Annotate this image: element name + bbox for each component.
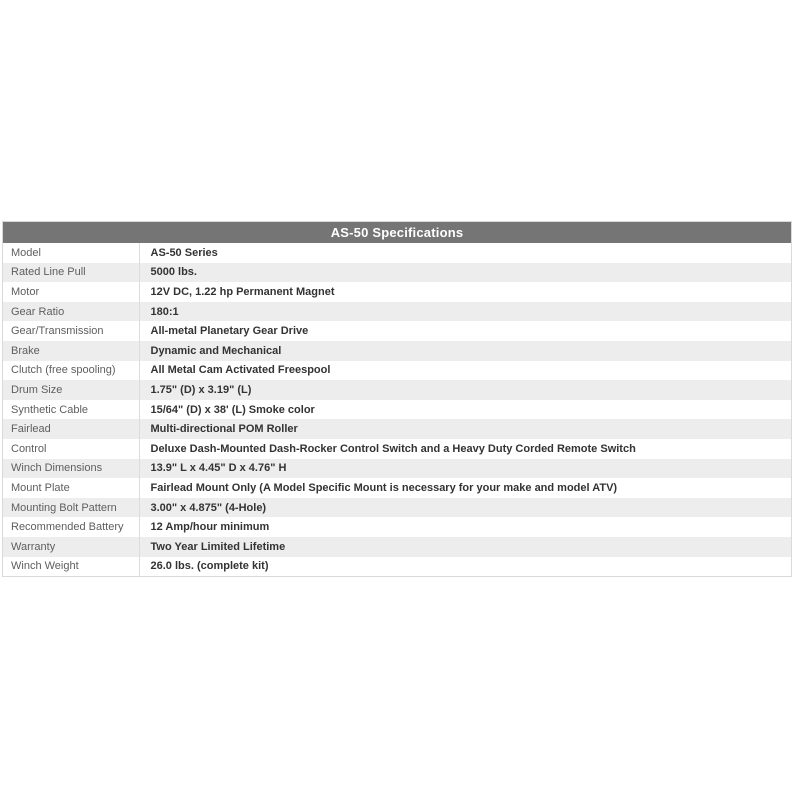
spec-row-label: Drum Size xyxy=(3,380,139,400)
spec-row-value: Multi-directional POM Roller xyxy=(150,423,298,436)
spec-table-row xyxy=(3,498,791,518)
spec-row-value: 180:1 xyxy=(150,305,179,318)
spec-table-row xyxy=(3,478,791,498)
spec-table-row xyxy=(3,537,791,557)
spec-table-body xyxy=(3,243,791,576)
spec-row-label: Clutch (free spooling) xyxy=(3,361,139,381)
spec-row-value: 5000 lbs. xyxy=(150,266,197,279)
spec-table-row xyxy=(3,361,791,381)
spec-row-label: Fairlead xyxy=(3,419,139,439)
spec-table-row xyxy=(3,557,791,577)
spec-table-row xyxy=(3,321,791,341)
spec-row-value: Fairlead Mount Only (A Model Specific Mount is necessary for your make and model ATV) xyxy=(150,481,618,494)
spec-row-label: Winch Dimensions xyxy=(3,459,139,479)
spec-row-label: Recommended Battery xyxy=(3,517,139,537)
spec-row-label: Rated Line Pull xyxy=(3,263,139,283)
spec-row-label: Synthetic Cable xyxy=(3,400,139,420)
spec-table-row xyxy=(3,243,791,263)
spec-row-value: Dynamic and Mechanical xyxy=(150,344,282,357)
spec-row-label: Brake xyxy=(3,341,139,361)
spec-row-value: Deluxe Dash-Mounted Dash-Rocker Control Switch and a Heavy Duty Corded Remote Switch xyxy=(150,442,636,455)
spec-row-label: Mount Plate xyxy=(3,478,139,498)
spec-row-value: 3.00" x 4.875" (4-Hole) xyxy=(150,501,267,514)
spec-table-row xyxy=(3,439,791,459)
spec-row-value: All Metal Cam Activated Freespool xyxy=(150,364,331,377)
spec-row-label: Mounting Bolt Pattern xyxy=(3,498,139,518)
spec-row-value: 13.9" L x 4.45" D x 4.76" H xyxy=(150,462,287,475)
spec-table-row xyxy=(3,459,791,479)
spec-row-label: Gear Ratio xyxy=(3,302,139,322)
spec-table-title: AS-50 Specifications xyxy=(3,222,791,243)
spec-row-value: 1.75" (D) x 3.19" (L) xyxy=(150,383,252,396)
spec-row-label: Motor xyxy=(3,282,139,302)
spec-table-row xyxy=(3,517,791,537)
spec-table-row xyxy=(3,380,791,400)
spec-table-row xyxy=(3,282,791,302)
spec-row-label: Control xyxy=(3,439,139,459)
spec-row-value: 26.0 lbs. (complete kit) xyxy=(150,560,269,573)
spec-table-row xyxy=(3,341,791,361)
spec-row-label: Warranty xyxy=(3,537,139,557)
spec-row-value: AS-50 Series xyxy=(150,246,218,259)
spec-table-row xyxy=(3,400,791,420)
spec-table-row xyxy=(3,419,791,439)
spec-table-card xyxy=(2,221,792,577)
spec-row-value: 12 Amp/hour minimum xyxy=(150,521,270,534)
spec-row-value: Two Year Limited Lifetime xyxy=(150,540,286,553)
spec-row-value: 12V DC, 1.22 hp Permanent Magnet xyxy=(150,285,335,298)
spec-row-label: Gear/Transmission xyxy=(3,321,139,341)
spec-row-value: 15/64" (D) x 38' (L) Smoke color xyxy=(150,403,315,416)
spec-row-label: Winch Weight xyxy=(3,557,139,577)
spec-row-label: Model xyxy=(3,243,139,263)
spec-row-value: All-metal Planetary Gear Drive xyxy=(150,325,309,338)
spec-table xyxy=(3,243,791,576)
spec-table-row xyxy=(3,263,791,283)
spec-table-row xyxy=(3,302,791,322)
